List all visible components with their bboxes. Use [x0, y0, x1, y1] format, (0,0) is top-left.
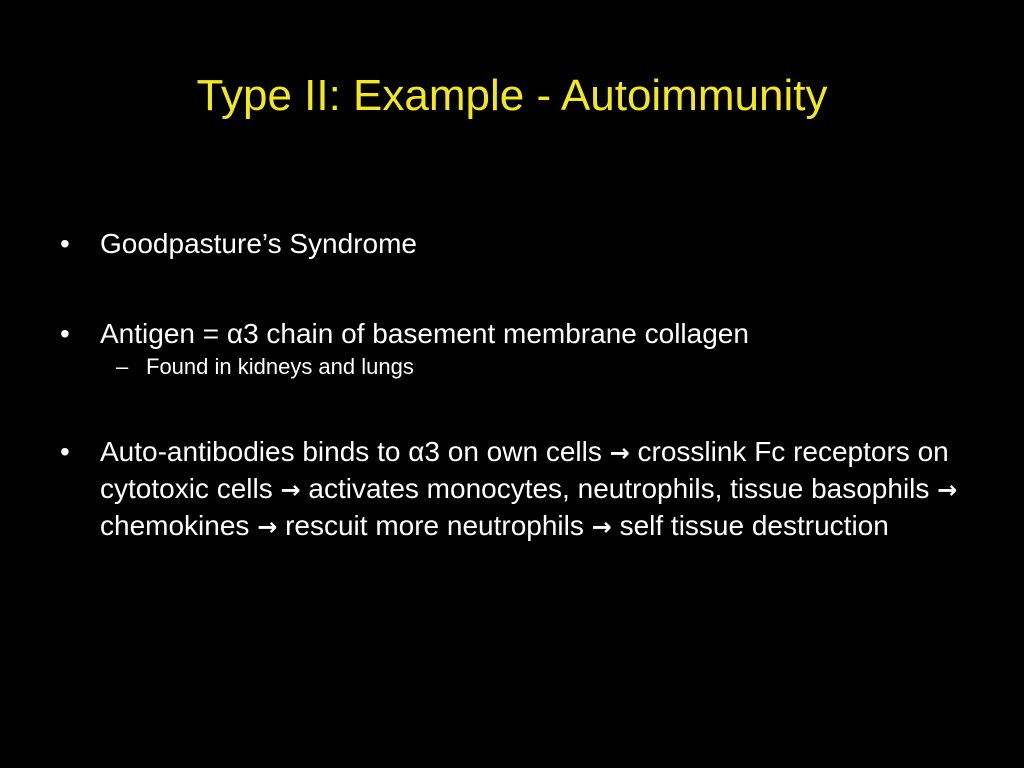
mechanism-step: rescuit more neutrophils — [285, 510, 584, 541]
bullet-goodpastures-syndrome — [58, 226, 968, 262]
bullet-text: Antigen = α3 chain of basement membrane collagen — [100, 318, 749, 349]
bullet-marker: • — [60, 436, 70, 467]
arrow-right-icon: → — [257, 513, 278, 541]
bullet-mechanism — [58, 434, 968, 545]
bullet-marker: • — [60, 318, 70, 349]
mechanism-step: self tissue destruction — [619, 510, 889, 541]
arrow-right-icon: → — [937, 476, 958, 504]
mechanism-step: chemokines — [100, 510, 250, 541]
bullet-marker: • — [60, 228, 70, 259]
bullet-antigen — [58, 316, 968, 352]
mechanism-step: Auto-antibodies binds to α3 on own cells — [100, 436, 602, 467]
slide-body — [58, 226, 968, 545]
arrow-right-icon: → — [591, 513, 612, 541]
mechanism-step: crosslink Fc receptors on cytotoxic cells — [100, 436, 949, 504]
sub-bullet-text: Found in kidneys and lungs — [146, 354, 414, 379]
arrow-right-icon: → — [609, 439, 630, 467]
slide-title: Type II: Example - Autoimmunity — [196, 71, 828, 120]
sub-bullet-found-in — [58, 352, 968, 382]
bullet-text: Goodpasture’s Syndrome — [100, 228, 417, 259]
mechanism-step: activates monocytes, neutrophils, tissue basophils — [308, 473, 930, 504]
arrow-right-icon: → — [280, 476, 301, 504]
sub-bullet-marker: – — [116, 354, 129, 379]
